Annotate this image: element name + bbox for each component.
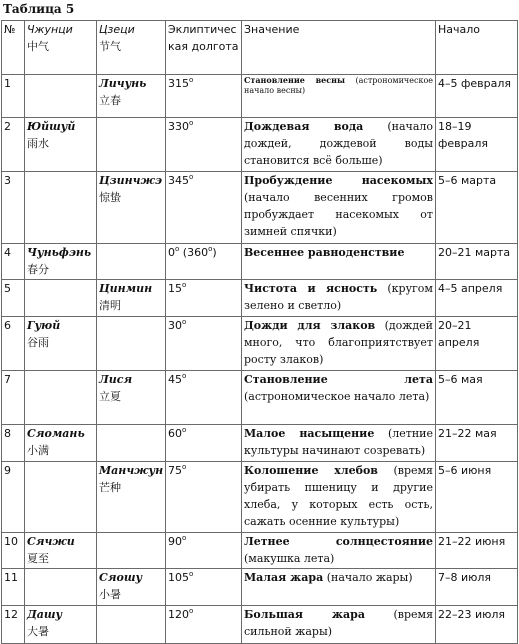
meaning-cell <box>242 75 436 118</box>
jieqi-cell <box>97 533 166 569</box>
start-date: 20–21 апреля <box>436 317 518 371</box>
table-row <box>2 425 518 462</box>
header-jieqi-cn: 节气 <box>99 40 121 53</box>
degree-sign: o <box>189 607 194 615</box>
table-row <box>2 371 518 425</box>
table-row <box>2 462 518 533</box>
ecliptic-longitude-cell <box>166 118 242 172</box>
ecliptic-longitude-cell <box>166 606 242 644</box>
zhongqi-name: Гуюй <box>27 319 61 332</box>
zhongqi-cell <box>25 172 97 244</box>
ecliptic-longitude-cell <box>166 569 242 606</box>
meaning-description: (макушка лета) <box>244 552 335 565</box>
table-row <box>2 569 518 606</box>
longitude-value: 60 <box>168 427 182 440</box>
zhongqi-cell <box>25 533 97 569</box>
longitude-value: 345 <box>168 174 189 187</box>
start-date: 20–21 марта <box>436 244 518 280</box>
meaning-title: Летнее солнцестояние <box>244 535 433 548</box>
header-meaning: Значение <box>242 21 436 75</box>
meaning-description: (время сильной жары) <box>244 608 434 638</box>
zhongqi-cell <box>25 118 97 172</box>
start-date: 22–23 июля <box>436 606 518 644</box>
degree-sign: o <box>189 76 194 84</box>
meaning-cell <box>242 244 436 280</box>
zhongqi-cell <box>25 75 97 118</box>
meaning-title: Становление лета <box>244 373 433 386</box>
zhongqi-name: Дашу <box>27 608 63 621</box>
zhongqi-cell <box>25 425 97 462</box>
jieqi-chinese: 惊蛰 <box>99 191 121 204</box>
row-number: 8 <box>2 425 25 462</box>
meaning-cell <box>242 118 436 172</box>
meaning-description: (дождей много, что благоприятствует росту злаков) <box>244 319 433 366</box>
longitude-value: 75 <box>168 464 182 477</box>
meaning-cell <box>242 569 436 606</box>
start-date: 4–5 февраля <box>436 75 518 118</box>
jieqi-cell <box>97 172 166 244</box>
degree-sign: o <box>182 372 187 380</box>
meaning-description: (кругом зелено и светло) <box>244 282 433 312</box>
table-body <box>2 75 518 644</box>
ecliptic-longitude-cell <box>166 317 242 371</box>
meaning-cell <box>242 462 436 533</box>
jieqi-cell <box>97 371 166 425</box>
row-number: 3 <box>2 172 25 244</box>
row-number: 7 <box>2 371 25 425</box>
table-row <box>2 533 518 569</box>
row-number: 1 <box>2 75 25 118</box>
meaning-title: Дожди для злаков <box>244 319 376 332</box>
zhongqi-name: Юйшуй <box>27 120 76 133</box>
zhongqi-cell <box>25 244 97 280</box>
meaning-cell <box>242 371 436 425</box>
start-date: 5–6 мая <box>436 371 518 425</box>
start-date: 5–6 июня <box>436 462 518 533</box>
longitude-value: 30 <box>168 319 182 332</box>
longitude-alt-close: ) <box>212 246 217 259</box>
zhongqi-chinese: 谷雨 <box>27 336 49 349</box>
meaning-description: (начало дождей, дождевой воды становится всё больше) <box>244 120 433 167</box>
jieqi-name: Сяошу <box>99 571 143 584</box>
meaning-title: Малая жара <box>244 571 324 584</box>
ecliptic-longitude-cell <box>166 280 242 317</box>
start-date: 7–8 июля <box>436 569 518 606</box>
row-number: 6 <box>2 317 25 371</box>
start-date: 4–5 апреля <box>436 280 518 317</box>
degree-sign: o <box>182 463 187 471</box>
zhongqi-chinese: 小满 <box>27 444 49 457</box>
meaning-cell <box>242 317 436 371</box>
degree-sign: o <box>182 318 187 326</box>
header-jieqi <box>97 21 166 75</box>
table-row <box>2 75 518 118</box>
meaning-description: (астрономическое начало весны) <box>244 76 433 95</box>
header-row <box>2 21 518 75</box>
meaning-cell <box>242 280 436 317</box>
meaning-title: Пробуждение насекомых <box>244 174 433 187</box>
zhongqi-cell <box>25 280 97 317</box>
table-row <box>2 317 518 371</box>
table-row <box>2 118 518 172</box>
start-date: 5–6 марта <box>436 172 518 244</box>
meaning-title: Большая жара <box>244 608 365 621</box>
zhongqi-chinese: 春分 <box>27 263 49 276</box>
ecliptic-longitude-cell <box>166 462 242 533</box>
meaning-title: Становление весны <box>244 75 345 85</box>
meaning-cell <box>242 172 436 244</box>
start-date: 18–19 февраля <box>436 118 518 172</box>
table-row <box>2 606 518 644</box>
jieqi-cell <box>97 280 166 317</box>
zhongqi-cell <box>25 371 97 425</box>
meaning-cell <box>242 533 436 569</box>
header-zhongqi-cn: 中气 <box>27 40 49 53</box>
meaning-description: (время убирать пшеницу и другие хлеба, у которых есть ость, сажать осенние культуры) <box>244 464 433 528</box>
meaning-title: Дождевая вода <box>244 120 364 133</box>
ecliptic-longitude-cell <box>166 371 242 425</box>
longitude-value: 45 <box>168 373 182 386</box>
degree-sign: o <box>182 534 187 542</box>
table-row <box>2 280 518 317</box>
jieqi-chinese: 立夏 <box>99 390 121 403</box>
ecliptic-longitude-cell <box>166 172 242 244</box>
row-number: 4 <box>2 244 25 280</box>
jieqi-chinese: 立春 <box>99 94 121 107</box>
jieqi-cell <box>97 425 166 462</box>
row-number: 2 <box>2 118 25 172</box>
longitude-value: 105 <box>168 571 189 584</box>
ecliptic-longitude-cell <box>166 244 242 280</box>
meaning-description: (летние культуры начинают созревать) <box>244 427 433 457</box>
jieqi-cell <box>97 606 166 644</box>
jieqi-cell <box>97 244 166 280</box>
zhongqi-chinese: 雨水 <box>27 137 49 150</box>
row-number: 10 <box>2 533 25 569</box>
degree-sign: o <box>182 281 187 289</box>
header-zhongqi-label: Чжунци <box>27 23 73 36</box>
jieqi-name: Лися <box>99 373 133 386</box>
degree-sign: o <box>175 245 180 253</box>
jieqi-chinese: 小暑 <box>99 588 121 601</box>
start-date: 21–22 мая <box>436 425 518 462</box>
jieqi-chinese: 芒种 <box>99 481 121 494</box>
meaning-cell <box>242 425 436 462</box>
ecliptic-longitude-cell <box>166 533 242 569</box>
row-number: 11 <box>2 569 25 606</box>
longitude-value: 315 <box>168 77 189 90</box>
solar-terms-table <box>1 20 518 644</box>
degree-sign: o <box>189 119 194 127</box>
zhongqi-chinese: 夏至 <box>27 552 49 565</box>
ecliptic-longitude-cell <box>166 425 242 462</box>
degree-sign: o <box>189 173 194 181</box>
zhongqi-cell <box>25 569 97 606</box>
meaning-description: (начало весенних громов пробуждает насекомых от зимней спячки) <box>244 191 433 238</box>
zhongqi-cell <box>25 317 97 371</box>
ecliptic-longitude-cell <box>166 75 242 118</box>
start-date: 21–22 июня <box>436 533 518 569</box>
meaning-title: Малое насыщение <box>244 427 375 440</box>
degree-sign: o <box>189 570 194 578</box>
zhongqi-cell <box>25 462 97 533</box>
meaning-description: (астрономическое начало лета) <box>244 390 430 403</box>
jieqi-name: Цзинчжэ <box>99 174 162 187</box>
jieqi-cell <box>97 317 166 371</box>
jieqi-chinese: 清明 <box>99 299 121 312</box>
row-number: 12 <box>2 606 25 644</box>
meaning-title: Колошение хлебов <box>244 464 378 477</box>
jieqi-name: Манчжун <box>99 464 164 477</box>
zhongqi-name: Сячжи <box>27 535 75 548</box>
zhongqi-cell <box>25 606 97 644</box>
jieqi-cell <box>97 569 166 606</box>
header-start: Начало <box>436 21 518 75</box>
table-row <box>2 244 518 280</box>
table-caption: Таблица 5 <box>3 2 75 16</box>
table-row <box>2 172 518 244</box>
longitude-value: 330 <box>168 120 189 133</box>
zhongqi-name: Сяомань <box>27 427 85 440</box>
meaning-cell <box>242 606 436 644</box>
header-num: № <box>2 21 25 75</box>
jieqi-name: Личунь <box>99 77 147 90</box>
longitude-value: 120 <box>168 608 189 621</box>
header-zhongqi <box>25 21 97 75</box>
jieqi-cell <box>97 75 166 118</box>
degree-sign: o <box>182 426 187 434</box>
longitude-value: 0 <box>168 246 175 259</box>
row-number: 9 <box>2 462 25 533</box>
meaning-title: Весеннее равноденствие <box>244 246 405 259</box>
longitude-value: 15 <box>168 282 182 295</box>
meaning-description: (начало жары) <box>323 571 413 584</box>
zhongqi-name: Чуньфэнь <box>27 246 92 259</box>
longitude-value: 90 <box>168 535 182 548</box>
meaning-title: Чистота и ясность <box>244 282 378 295</box>
row-number: 5 <box>2 280 25 317</box>
zhongqi-chinese: 大暑 <box>27 625 49 638</box>
header-jieqi-label: Цзеци <box>99 23 135 36</box>
longitude-alt-value: (360 <box>179 246 209 259</box>
header-longitude: Эклиптическая долгота <box>166 21 242 75</box>
jieqi-cell <box>97 118 166 172</box>
degree-sign: o <box>208 245 213 253</box>
jieqi-cell <box>97 462 166 533</box>
jieqi-name: Цинмин <box>99 282 153 295</box>
